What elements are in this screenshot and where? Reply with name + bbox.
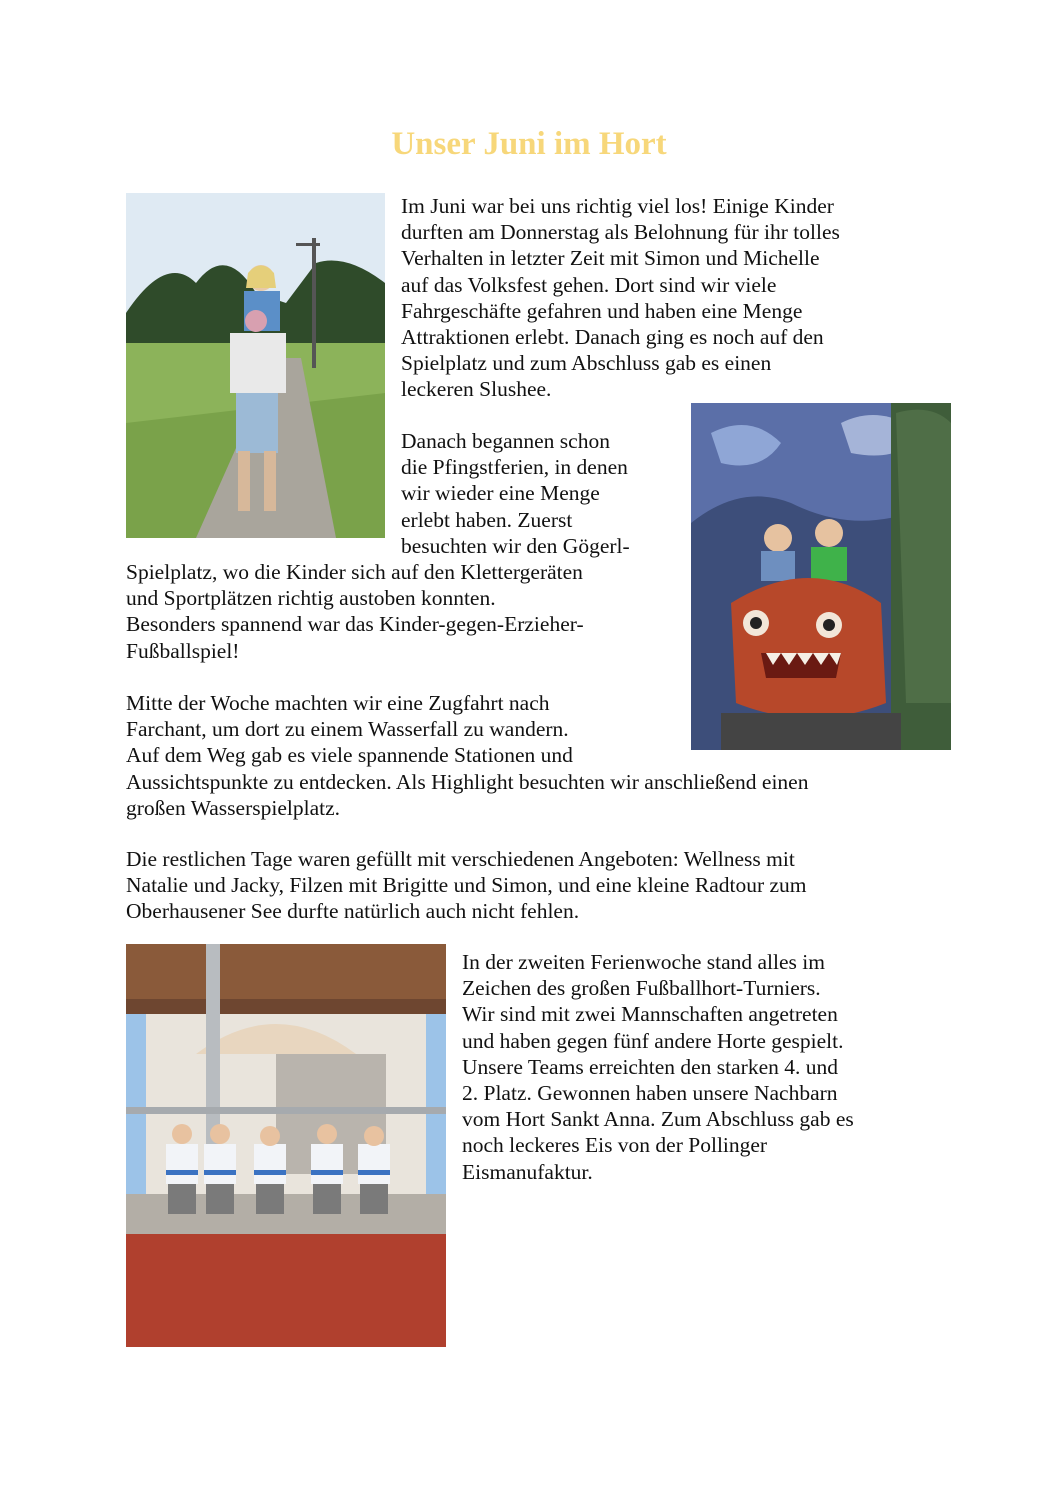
text-line: Mitte der Woche machten wir eine Zugfahrt nach [126, 691, 550, 715]
text-line: Eismanufaktur. [462, 1159, 593, 1184]
text-line: Wir sind mit zwei Mannschaften angetreten [462, 1002, 838, 1027]
paragraph-volksfest [401, 193, 840, 403]
text-line: Unsere Teams erreichten den starken 4. und [462, 1054, 838, 1079]
text-line: Spielplatz, wo die Kinder sich auf den Klettergeräten [126, 560, 583, 584]
text-line: die Pfingstferien, in denen [401, 455, 628, 480]
text-line: Im Juni war bei uns richtig viel los! Einige Kinder [401, 194, 834, 218]
paragraph-pfingstferien-narrow [401, 428, 630, 559]
text-line: 2. Platz. Gewonnen haben unsere Nachbarn [462, 1081, 838, 1106]
text-line: Verhalten in letzter Zeit mit Simon und Michelle [401, 246, 820, 271]
page-title: Unser Juni im Hort [391, 126, 667, 162]
text-line: leckeren Slushee. [401, 377, 552, 402]
text-line: Attraktionen erlebt. Danach ging es noch auf den [401, 325, 824, 350]
photo-football-team [126, 944, 446, 1347]
text-line: wir wieder eine Menge [401, 481, 600, 506]
text-line: Natalie und Jacky, Filzen mit Brigitte und Simon, und eine kleine Radtour zum [126, 873, 807, 898]
photo-path-walk [126, 193, 385, 538]
text-line: Zeichen des großen Fußballhort-Turniers. [462, 976, 821, 1001]
text-line: großen Wasserspielplatz. [126, 795, 341, 820]
text-line: vom Hort Sankt Anna. Zum Abschluss gab es [462, 1107, 854, 1132]
text-line: In der zweiten Ferienwoche stand alles im [462, 950, 825, 974]
text-line: erlebt haben. Zuerst [401, 507, 573, 532]
text-line: Besonders spannend war das Kinder-gegen-Erzieher- [126, 612, 584, 637]
text-line: und haben gegen fünf andere Horte gespielt. [462, 1028, 844, 1053]
paragraph-pfingstferien-wide [126, 559, 584, 664]
text-line: Farchant, um dort zu einem Wasserfall zu wandern. [126, 717, 569, 742]
text-line: Aussichtspunkte zu entdecken. Als Highlight besuchten wir anschließend einen [126, 769, 809, 794]
paragraph-angebote [126, 846, 807, 925]
text-line: und Sportplätzen richtig austoben konnten. [126, 586, 496, 611]
text-line: Oberhausener See durfte natürlich auch nicht fehlen. [126, 899, 580, 924]
text-line: auf das Volksfest gehen. Dort sind wir viele [401, 272, 777, 297]
text-line: Danach begannen schon [401, 429, 610, 453]
text-line: noch leckeres Eis von der Pollinger [462, 1133, 768, 1158]
text-line: Spielplatz und zum Abschluss gab es einen [401, 351, 772, 376]
paragraph-farchant [126, 690, 808, 821]
text-line: besuchten wir den Gögerl- [401, 533, 630, 558]
text-line: Die restlichen Tage waren gefüllt mit verschiedenen Angeboten: Wellness mit [126, 847, 795, 871]
paragraph-fussballturnier [462, 949, 854, 1185]
text-line: Fußballspiel! [126, 638, 240, 663]
text-line: Fahrgeschäfte gefahren und haben eine Menge [401, 298, 803, 323]
text-line: Auf dem Weg gab es viele spannende Stationen und [126, 743, 573, 768]
text-line: durften am Donnerstag als Belohnung für ihr tolles [401, 220, 840, 245]
